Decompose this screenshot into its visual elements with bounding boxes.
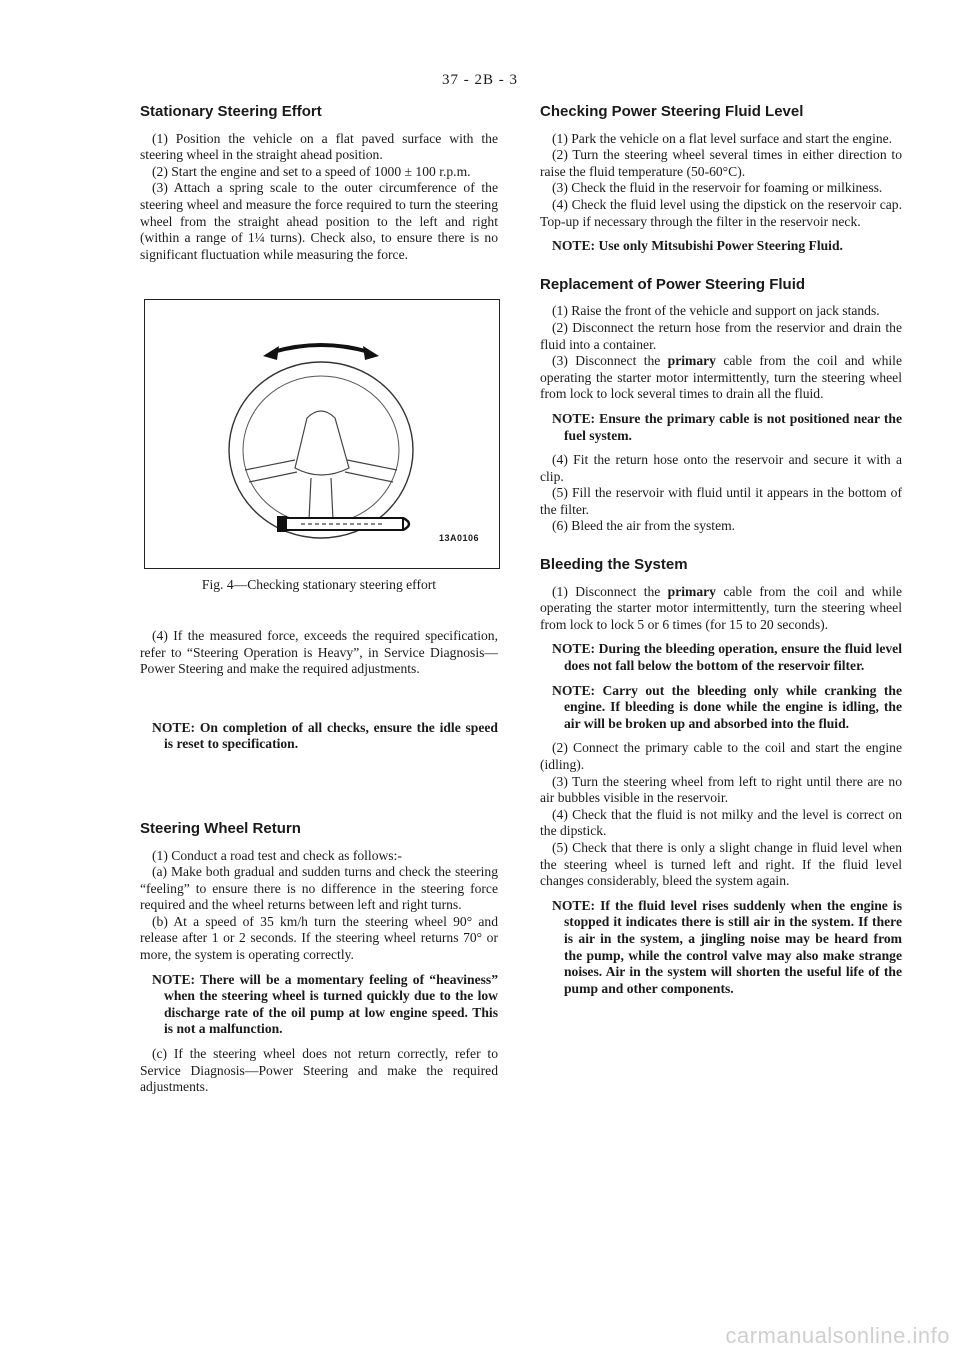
- paragraph: (1) Position the vehicle on a flat paved surface with the steering wheel in the straight ahead position.: [140, 130, 498, 163]
- spoke-bottom: [309, 478, 333, 520]
- steering-wheel-illustration: [145, 300, 498, 567]
- keyword-primary: primary: [667, 353, 716, 369]
- heading-replacement-fluid: Replacement of Power Steering Fluid: [540, 275, 806, 293]
- paragraph: (c) If the steering wheel does not return correctly, refer to Service Diagnosis—Power Steering and make the required adjustments.: [140, 1046, 498, 1095]
- arrow-head-left: [263, 346, 279, 360]
- paragraph: (2) Start the engine and set to a speed of 1000 ± 100 r.p.m.: [152, 163, 471, 179]
- watermark: carmanualsonline.info: [725, 1323, 950, 1348]
- figure-code: 13A0106: [438, 532, 479, 543]
- right-column: [540, 104, 902, 1005]
- paragraph: (1) Raise the front of the vehicle and support on jack stands.: [552, 303, 880, 319]
- note-heaviness: NOTE: There will be a momentary feeling of “heaviness” when the steering wheel is turned quickly due to the low discharge rate of the oil pump at low engine speed. This is not a malfunction.: [152, 971, 498, 1037]
- paragraph: (4) Check the fluid level using the dipstick on the reservoir cap. Top-up if necessary through the filter in the reservoir neck.: [540, 196, 902, 229]
- paragraph: (3) Turn the steering wheel from left to right until there are no air bubbles visible in the reservoir.: [540, 773, 902, 806]
- keyword-primary: primary: [667, 583, 716, 599]
- paragraph: (4) Check that the fluid is not milky and the level is correct on the dipstick.: [540, 806, 902, 839]
- note-mitsubishi-fluid: NOTE: Use only Mitsubishi Power Steering Fluid.: [552, 238, 843, 254]
- heading-stationary-steering-effort: Stationary Steering Effort: [140, 103, 322, 120]
- note-bleeding-level: NOTE: During the bleeding operation, ensure the fluid level does not fall below the bottom of the reservoir filter.: [552, 641, 902, 674]
- text-run: (3) Disconnect the: [552, 353, 668, 369]
- heading-checking-fluid-level: Checking Power Steering Fluid Level: [540, 103, 804, 120]
- paragraph: (4) If the measured force, exceeds the required specification, refer to “Steering Operation is Heavy”, in Service Diagnosis—Power Steering and make the required adjustments.: [140, 627, 498, 677]
- note-air-in-system: NOTE: If the fluid level rises suddenly when the engine is stopped it indicates there is still air in the system. If there is air in the system, a jingling noise may be heard from the pump, while the control valve may also make strange noises. Air in the system will shorten the useful life of the pump and other components.: [552, 897, 902, 996]
- paragraph: (3) Attach a spring scale to the outer circumference of the steering wheel and measure the force required to turn the steering wheel from the straight ahead position to the left and right (within a range of 1¼ turns). Check also, to ensure there is no significant fluctuation while measuring the force.: [140, 180, 498, 262]
- heading-bleeding-system: Bleeding the System: [540, 556, 688, 574]
- paragraph: (1) Conduct a road test and check as follows:-: [152, 847, 402, 863]
- figure-steering-wheel: [144, 299, 500, 569]
- paragraph: (1) Park the vehicle on a flat level surface and start the engine.: [552, 130, 893, 146]
- spoke-left: [245, 460, 297, 482]
- paragraph: (2) Turn the steering wheel several times in either direction to raise the fluid temperature (50-60°C).: [540, 147, 902, 179]
- paragraph: (5) Check that there is only a slight change in fluid level when the steering wheel is turned left and right. If the fluid level changes considerably, bleed the system again.: [540, 839, 902, 889]
- paragraph: (2) Connect the primary cable to the coil and start the engine (idling).: [540, 740, 902, 772]
- note-idle-speed: NOTE: On completion of all checks, ensure the idle speed is reset to specification.: [152, 719, 498, 752]
- wheel-rim-inner: [243, 376, 399, 524]
- figure-caption: Fig. 4—Checking stationary steering effort: [201, 577, 437, 593]
- heading-steering-wheel-return: Steering Wheel Return: [140, 819, 301, 837]
- note-cranking: NOTE: Carry out the bleeding only while cranking the engine. If bleeding is done while the engine is idling, the air will be broken up and absorbed into the fluid.: [552, 682, 902, 731]
- text-run: (1) Disconnect the: [552, 583, 668, 599]
- spoke-right: [345, 460, 397, 482]
- paragraph: (a) Make both gradual and sudden turns and check the steering “feeling” to ensure there is no difference in the steering force required and the wheel returns between left and right turns.: [140, 864, 498, 913]
- paragraph: [540, 584, 902, 634]
- paragraph: (4) Fit the return hose onto the reservoir and secure it with a clip.: [540, 452, 902, 484]
- paragraph: (2) Disconnect the return hose from the reservior and drain the fluid into a container.: [540, 319, 902, 352]
- note-primary-cable: NOTE: Ensure the primary cable is not positioned near the fuel system.: [552, 410, 902, 443]
- paragraph: (b) At a speed of 35 km/h turn the steering wheel 90° and release after 1 or 2 seconds. If the steering wheel returns 70° or more, the system is operating correctly.: [140, 913, 498, 963]
- text-run: cable from the coil and while operating the starter motor intermittently, turn the steering wheel from lock to lock 5 or 6 times (for 15 to 20 seconds).: [540, 583, 902, 632]
- rotation-arrow: [273, 345, 369, 352]
- paragraph: [540, 353, 902, 403]
- left-column: [140, 104, 498, 1096]
- wheel-rim-outer: [229, 362, 413, 538]
- arrow-head-right: [363, 346, 379, 360]
- wheel-hub: [295, 411, 349, 475]
- paragraph: (5) Fill the reservoir with fluid until it appears in the bottom of the filter.: [540, 485, 902, 517]
- page-number: 37 - 2B - 3: [442, 72, 518, 88]
- text-run: cable from the coil and while operating the starter motor intermittently, turn the steering wheel from lock to lock several times to drain all the fluid.: [540, 353, 902, 402]
- paragraph: (6) Bleed the air from the system.: [552, 518, 736, 534]
- paragraph: (3) Check the fluid in the reservoir for foaming or milkiness.: [552, 180, 883, 196]
